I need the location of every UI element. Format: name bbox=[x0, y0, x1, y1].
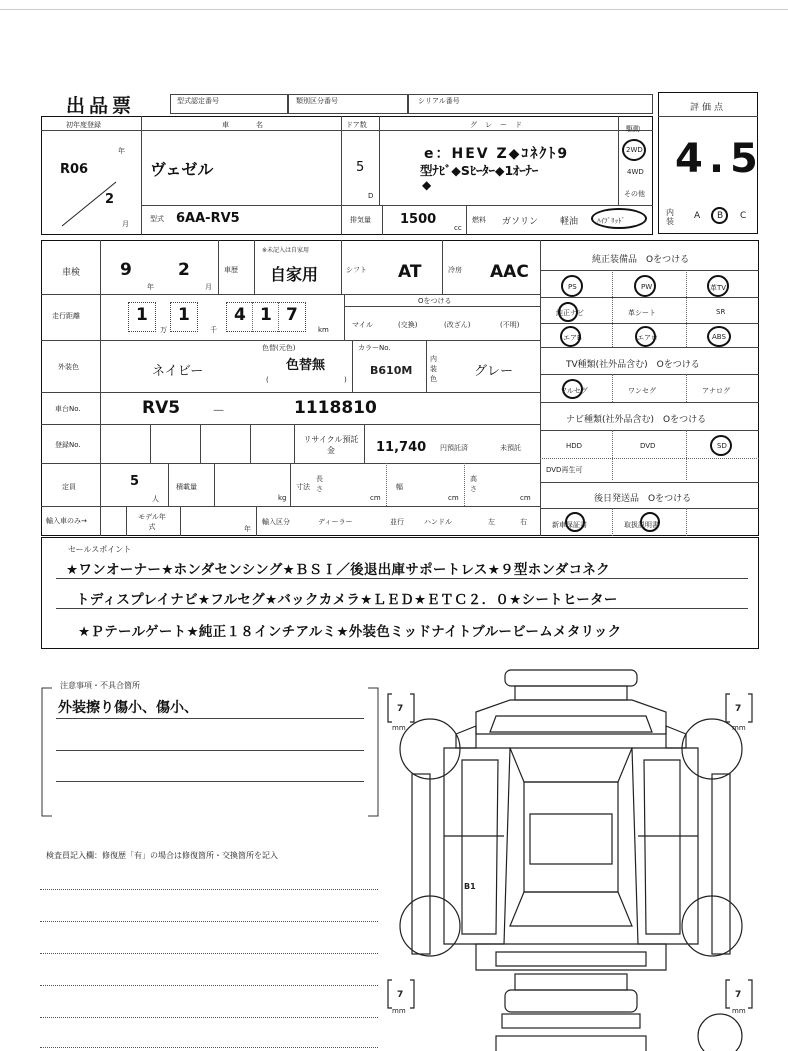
mileage-digit-div-1 bbox=[252, 302, 253, 332]
use-note: ※未記入は自家用 bbox=[262, 247, 310, 254]
fuel-label: 燃料 bbox=[472, 216, 486, 224]
dvd-line bbox=[540, 458, 759, 459]
drive-4wd: 4WD bbox=[627, 168, 644, 176]
mileage-tamper: (改ざん) bbox=[444, 321, 471, 329]
equip-tv-circle bbox=[707, 275, 729, 297]
v-sep3 bbox=[379, 116, 380, 205]
recycle-label: リサイクル預託金 bbox=[303, 435, 359, 455]
reg-label: 登録No. bbox=[55, 441, 81, 449]
ac-sep bbox=[442, 240, 443, 294]
sales-line-3: ★Ｐテールゲート★純正１８インチアルミ★外装色ミッドナイトブルービームメタリック bbox=[78, 624, 622, 640]
color-orig-paren-close: ) bbox=[344, 376, 347, 384]
equipment-col bbox=[540, 240, 541, 536]
drive-label: 駆動 bbox=[626, 125, 640, 133]
dims-div-2 bbox=[464, 463, 465, 506]
sales-rule-1 bbox=[56, 578, 748, 579]
handle-label: ハンドル bbox=[424, 518, 452, 526]
tread-rear-right: 7 bbox=[735, 990, 742, 1000]
serial-label: シリアル番号 bbox=[418, 97, 460, 105]
interior-c: C bbox=[740, 211, 747, 221]
sales-line-2: トディスプレイナビ★フルセグ★バックカメラ★ＬＥＤ★ＥＴＣ２．０★シートヒーター bbox=[76, 592, 618, 608]
length-label: 長さ bbox=[316, 475, 323, 493]
equip-navi: 純正ナビ bbox=[556, 309, 584, 317]
import-sep bbox=[126, 506, 127, 536]
equip-abs: ABS bbox=[712, 333, 726, 341]
navi-hdd: HDD bbox=[566, 442, 583, 450]
first-reg-month: 2 bbox=[105, 192, 115, 207]
length-unit: cm bbox=[370, 494, 381, 502]
mileage-opt-line bbox=[344, 306, 540, 307]
model-year-label: モデル年式 bbox=[138, 513, 166, 531]
color-no-value: B610M bbox=[370, 364, 413, 377]
km-unit: km bbox=[318, 326, 329, 334]
interior-color-label: 内装色 bbox=[430, 355, 437, 383]
mileage-digit-2: 1 bbox=[178, 305, 190, 325]
capacity-label: 定員 bbox=[62, 483, 76, 491]
interior-b: B bbox=[717, 211, 724, 221]
displacement-unit: cc bbox=[454, 224, 462, 232]
reg-sep-2 bbox=[200, 424, 201, 463]
row-line-2 bbox=[41, 340, 540, 341]
inspection-label: 車検 bbox=[62, 268, 81, 278]
reg-sep-1 bbox=[150, 424, 151, 463]
fuel-diesel: 軽油 bbox=[560, 217, 579, 227]
inspector-rule-5 bbox=[40, 1017, 378, 1018]
navi-line bbox=[540, 430, 759, 431]
import-label: 輸入車のみ→ bbox=[46, 517, 87, 525]
chassis-label: 車台No. bbox=[55, 405, 81, 413]
first-reg-era: R06 bbox=[60, 162, 89, 177]
equip-sr: SR bbox=[716, 308, 726, 316]
use-value: 自家用 bbox=[270, 265, 319, 284]
color-orig-paren-open: ( bbox=[266, 376, 269, 384]
interior-a: A bbox=[694, 211, 701, 221]
tread-rear-right-unit: mm bbox=[732, 1007, 746, 1015]
load-label: 積載量 bbox=[176, 483, 197, 491]
recycle-value: 11,740 bbox=[376, 440, 427, 455]
type-cert-label: 型式認定番号 bbox=[177, 97, 219, 105]
eq-div-1 bbox=[612, 270, 613, 347]
navi-title: ナビ種類(社外品含む) Oをつける bbox=[566, 415, 707, 425]
mileage-digit-div-2 bbox=[278, 302, 279, 332]
tread-front-right-unit: mm bbox=[732, 724, 746, 732]
damage-mark-b1: B1 bbox=[464, 882, 476, 891]
displacement-label: 排気量 bbox=[350, 216, 371, 224]
docs-line bbox=[540, 508, 759, 509]
import-div-sep bbox=[256, 506, 257, 536]
model-year-sep bbox=[180, 506, 181, 536]
row-line-1 bbox=[41, 294, 540, 295]
navi-sd-circle bbox=[710, 435, 732, 456]
vehicle-header-line bbox=[41, 130, 653, 131]
vehicle-bottom-line bbox=[141, 205, 653, 206]
mileage-exchange: (交換) bbox=[398, 321, 418, 329]
tv-div-1 bbox=[612, 374, 613, 402]
mileage-mile: マイル bbox=[352, 321, 373, 329]
notes-rule-3 bbox=[56, 781, 364, 782]
equip-airbag-circle bbox=[560, 326, 581, 347]
disp-sep bbox=[382, 205, 383, 235]
mileage-digit-4: 1 bbox=[260, 305, 272, 325]
equip-pw-circle bbox=[634, 275, 656, 297]
inspector-rule-3 bbox=[40, 953, 378, 954]
v-sep4 bbox=[618, 116, 619, 205]
chassis-prefix: RV5 bbox=[142, 398, 181, 418]
inspector-rule-4 bbox=[40, 985, 378, 986]
details-label-col bbox=[100, 240, 101, 536]
navi-sd: SD bbox=[717, 442, 727, 450]
mileage-circle-note: Oをつける bbox=[418, 297, 452, 305]
chassis-dash: － bbox=[212, 404, 226, 419]
dims-label: 寸法 bbox=[296, 483, 310, 491]
first-reg-month-unit: 月 bbox=[122, 220, 129, 228]
docs-div-1 bbox=[612, 508, 613, 536]
row-line-3 bbox=[41, 392, 540, 393]
load-val-sep bbox=[214, 463, 215, 506]
rating-divider bbox=[658, 116, 758, 117]
import-parallel: 並行 bbox=[390, 518, 404, 526]
sales-label: セールスポイント bbox=[68, 545, 132, 554]
interior-color-sep bbox=[426, 340, 427, 392]
docs-warranty-circle bbox=[565, 512, 585, 532]
inspection-month: 2 bbox=[178, 260, 190, 280]
docs-title: 後日発送品 Oをつける bbox=[594, 494, 692, 504]
grade-line1: e：HEV Z◆ｺﾈｸﾄ9 bbox=[424, 146, 570, 162]
drive-2wd-circle bbox=[622, 139, 646, 161]
docs-div-2 bbox=[686, 508, 687, 536]
equip-ps: PS bbox=[568, 283, 577, 291]
reg-sep-4 bbox=[294, 424, 295, 463]
interior-label: 内装 bbox=[666, 208, 674, 226]
tread-rear-left: 7 bbox=[397, 990, 404, 1000]
doors-suffix: D bbox=[368, 192, 374, 200]
tv-fullseg: フルセグ bbox=[560, 387, 588, 395]
interior-color-value: グレー bbox=[474, 364, 514, 379]
equip-navi-circle bbox=[558, 302, 578, 322]
dims-div-1 bbox=[386, 463, 387, 506]
inspector-rule-2 bbox=[40, 921, 378, 922]
notes-rule-1 bbox=[56, 718, 364, 719]
navi-top-line bbox=[540, 402, 759, 403]
tv-analog: アナログ bbox=[702, 387, 730, 395]
color-label: 外装色 bbox=[58, 363, 79, 371]
inspection-year: 9 bbox=[120, 260, 132, 280]
row-line-6 bbox=[41, 506, 540, 507]
tv-title: TV種類(社外品含む) Oをつける bbox=[566, 360, 700, 370]
inspector-rule-6 bbox=[40, 1047, 378, 1048]
model-year-unit: 年 bbox=[244, 525, 251, 533]
height-unit: cm bbox=[520, 494, 531, 502]
tv-div-2 bbox=[686, 374, 687, 402]
v-sep1 bbox=[141, 116, 142, 235]
model-value: 6AA-RV5 bbox=[176, 211, 240, 226]
reg-sep-3 bbox=[250, 424, 251, 463]
tv-fullseg-circle bbox=[562, 379, 583, 399]
notes-line-1: 外装擦り傷小、傷小、 bbox=[58, 700, 198, 716]
grade-line2: 型ﾅﾋﾞ◆Sﾋｰﾀｰ◆1ｵｰﾅｰ bbox=[420, 163, 539, 178]
recycle-sep bbox=[364, 424, 365, 463]
mileage-opt-sep bbox=[344, 294, 345, 340]
inspection-year-unit: 年 bbox=[147, 283, 154, 291]
equip-pw: PW bbox=[641, 283, 653, 291]
dvd-label: DVD再生可 bbox=[546, 466, 583, 474]
drive-2wd: 2WD bbox=[626, 146, 643, 154]
capacity-unit: 人 bbox=[152, 495, 159, 503]
height-label: 高さ bbox=[470, 475, 477, 493]
eq-line-4 bbox=[540, 347, 759, 348]
ac-label: 冷房 bbox=[448, 266, 462, 274]
color-orig-value: 色替無 bbox=[286, 358, 326, 373]
mileage-label: 走行距離 bbox=[52, 312, 80, 320]
use-label: 車歴 bbox=[224, 266, 238, 274]
navi-div-2 bbox=[686, 430, 687, 480]
chassis-number: 1118810 bbox=[294, 398, 377, 418]
fuel-sep bbox=[466, 205, 467, 235]
equip-aero: エアロ bbox=[637, 334, 658, 342]
mileage-digit-1: 1 bbox=[136, 305, 148, 325]
eq-line-2 bbox=[540, 297, 759, 298]
equip-ps-circle bbox=[561, 275, 583, 297]
name-label: 車 名 bbox=[222, 121, 273, 129]
first-reg-label: 初年度登録 bbox=[66, 121, 101, 129]
docs-manual-circle bbox=[640, 512, 660, 532]
mileage-digit-3: 4 bbox=[234, 305, 246, 325]
notes-rule-2 bbox=[56, 750, 364, 751]
fuel-gasoline: ガソリン bbox=[502, 217, 539, 227]
sales-rule-2 bbox=[56, 608, 748, 609]
interior-b-circle bbox=[711, 207, 728, 224]
navi-dvd: DVD bbox=[640, 442, 656, 450]
row-line-4 bbox=[41, 424, 540, 425]
shift-sep bbox=[341, 240, 342, 294]
color-orig-label: 色替(元色) bbox=[262, 344, 296, 352]
recycle-unpaid: 未預託 bbox=[500, 444, 521, 452]
sheet-title: 出品票 bbox=[66, 95, 136, 117]
inspector-label: 検査員記入欄：修復歴「有」の場合は修復箇所・交換箇所を記入 bbox=[46, 851, 278, 860]
shift-value: AT bbox=[398, 262, 422, 282]
color-value: ネイビー bbox=[152, 364, 204, 379]
doors-value: 5 bbox=[356, 160, 365, 175]
tread-front-left: 7 bbox=[397, 704, 404, 714]
model-label: 型式 bbox=[150, 215, 164, 223]
inspector-rule-1 bbox=[40, 889, 378, 890]
navi-div-1 bbox=[612, 430, 613, 480]
load-unit: kg bbox=[278, 494, 287, 502]
drive-other: その他 bbox=[624, 190, 645, 198]
load-sep bbox=[168, 463, 169, 506]
genuine-title: 純正装備品 Oをつける bbox=[592, 255, 690, 265]
tread-rear-left-unit: mm bbox=[392, 1007, 406, 1015]
mileage-digit-5: 7 bbox=[286, 305, 298, 325]
man-unit: 万 bbox=[160, 326, 167, 334]
colorno-sep bbox=[352, 340, 353, 392]
inspection-month-unit: 月 bbox=[205, 283, 212, 291]
sales-line-1: ★ワンオーナー★ホンダセンシング★ＢＳＩ／後退出庫サポートレス★９型ホンダコネク bbox=[66, 562, 610, 578]
equip-abs-circle bbox=[707, 326, 731, 347]
capacity-value: 5 bbox=[130, 474, 140, 489]
rating-value: 4.5 bbox=[675, 136, 764, 182]
grade-label: グレード bbox=[470, 121, 530, 129]
shift-label: シフト bbox=[346, 266, 367, 274]
mileage-unknown: (不明) bbox=[500, 321, 520, 329]
doors-label: ドア数 bbox=[346, 121, 367, 129]
recycle-paid: 円預託済 bbox=[440, 444, 468, 452]
fuel-hybrid-circle bbox=[591, 208, 647, 229]
grade-line3: ◆ bbox=[422, 178, 432, 192]
import-dealer: ディーラー bbox=[318, 518, 353, 526]
equip-aero-circle bbox=[635, 326, 656, 347]
car-damage-diagram bbox=[380, 664, 788, 1051]
eq-line-3 bbox=[540, 323, 759, 324]
tv-line bbox=[540, 374, 759, 375]
use-sep2 bbox=[254, 240, 255, 294]
color-no-label: カラーNo. bbox=[358, 344, 391, 352]
docs-manual: 取扱説明書 bbox=[624, 521, 659, 529]
ac-value: AAC bbox=[490, 262, 529, 282]
notes-label: 注意事項・不具合箇所 bbox=[60, 681, 140, 690]
top-separator bbox=[0, 9, 788, 10]
tread-front-left-unit: mm bbox=[392, 724, 406, 732]
docs-top-line bbox=[540, 482, 759, 483]
displacement-value: 1500 bbox=[400, 212, 437, 227]
use-sep bbox=[218, 240, 219, 294]
dims-sep bbox=[290, 463, 291, 506]
width-label: 幅 bbox=[396, 483, 403, 491]
first-reg-year-unit: 年 bbox=[118, 147, 125, 155]
handle-right: 右 bbox=[520, 518, 527, 526]
tv-oneseg: ワンセグ bbox=[628, 387, 656, 395]
tread-front-right: 7 bbox=[735, 704, 742, 714]
handle-left: 左 bbox=[488, 518, 495, 526]
docs-warranty: 新車保証書 bbox=[552, 521, 587, 529]
fuel-hybrid: ﾊｲﾌﾞﾘｯﾄﾞ bbox=[597, 217, 625, 225]
rating-label: 評価点 bbox=[690, 103, 727, 113]
name-value: ヴェゼル bbox=[150, 160, 214, 179]
equip-airbag: エアB bbox=[563, 334, 582, 342]
sen-unit: 千 bbox=[210, 326, 217, 334]
v-sep2 bbox=[341, 116, 342, 235]
equip-leather: 革シート bbox=[628, 309, 656, 317]
class-label: 類別区分番号 bbox=[296, 97, 338, 105]
width-unit: cm bbox=[448, 494, 459, 502]
eq-div-2 bbox=[686, 270, 687, 347]
eq-line-1 bbox=[540, 270, 759, 271]
import-div-label: 輸入区分 bbox=[262, 518, 290, 526]
equip-tv: 革TV bbox=[710, 284, 727, 292]
